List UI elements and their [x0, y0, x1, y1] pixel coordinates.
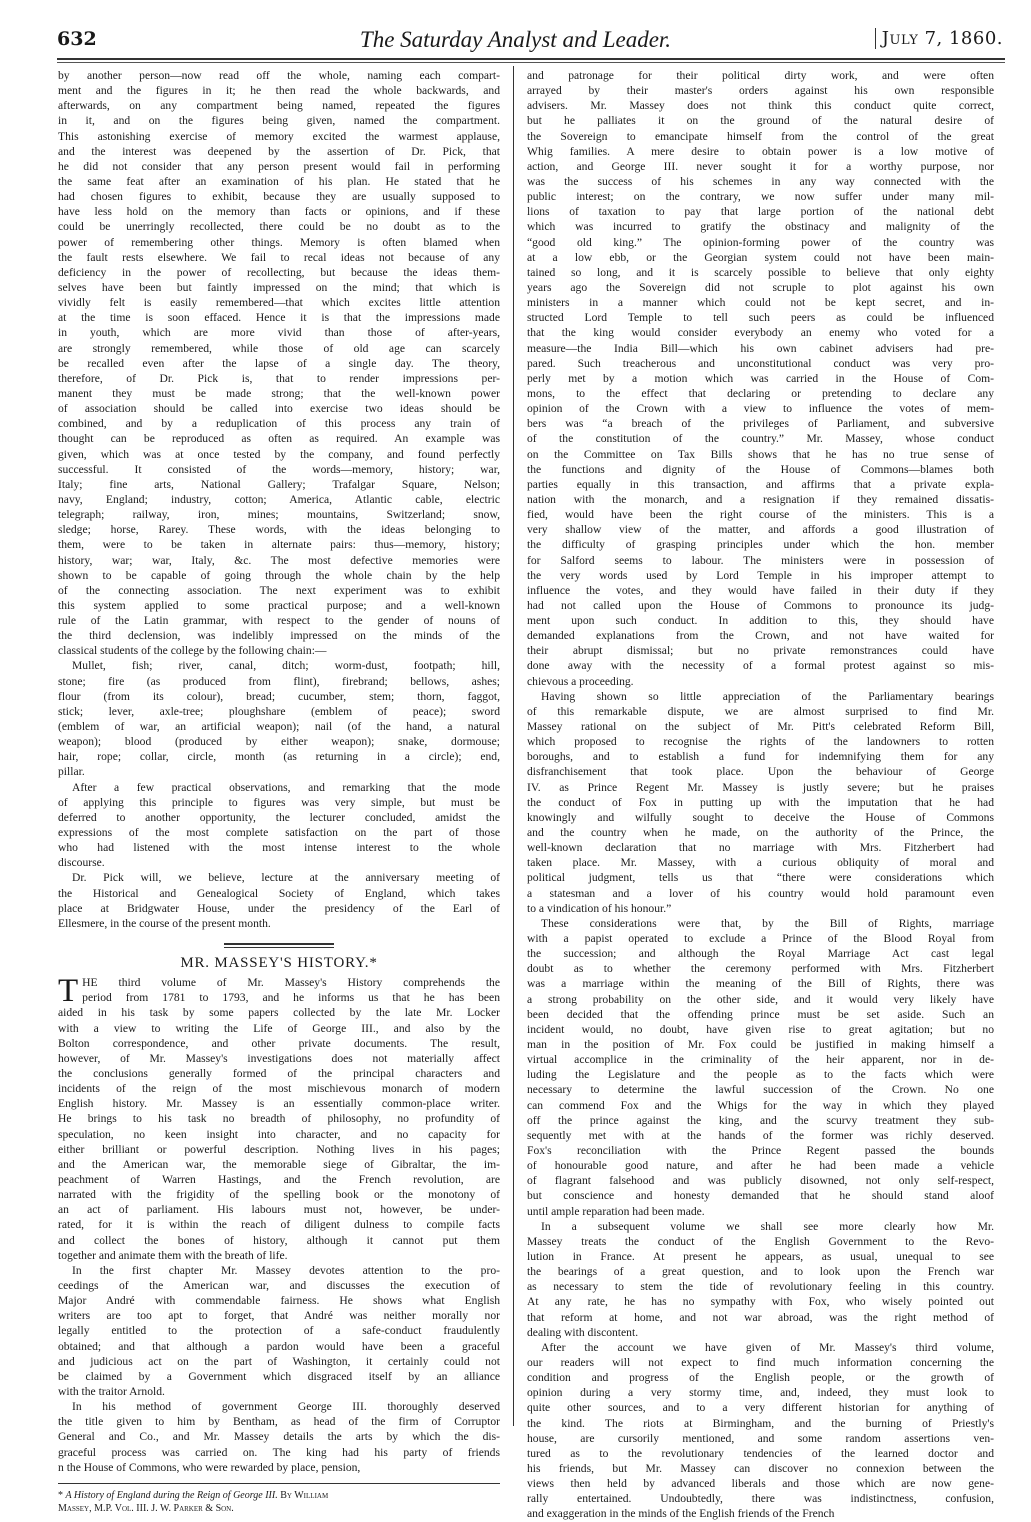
- text-line: period from 1781 to 1793, and he informs us that he has been: [82, 991, 500, 1005]
- text-line: incidents of the reign of the most mischievous monarch of modern: [58, 1082, 500, 1096]
- text-line: the bearings of a great question, and to look upon the French war: [527, 1265, 994, 1279]
- text-line: the Sovereign to emancipate himself from the control of the great: [527, 129, 994, 143]
- text-line: arrayed by their master's orders against his own responsible: [527, 84, 994, 98]
- text-line: the third declension, was indelibly impressed on the minds of the: [58, 629, 500, 643]
- text-line: been decided that the offending prince must be set aside. Such an: [527, 1007, 994, 1021]
- text-line: “good old king.” The opinion-forming power of the country was: [527, 235, 994, 249]
- text-line: stick; lever, axle-tree; ploughshare (emblem of peace); sword: [58, 704, 500, 718]
- text-line: nation with the monarch, and a resignation if they remained dissatis-: [527, 492, 994, 506]
- text-line: Massey rational on the subject of Mr. Pitt's celebrated Reform Bill,: [527, 720, 994, 734]
- text-line: them, were to be taken in alternate pairs: thus—memory, history;: [58, 538, 500, 552]
- footnote-rule: [58, 1483, 500, 1484]
- text-line: views then held by advanced liberals and those which are now gene-: [527, 1477, 994, 1491]
- text-line: ceedings of the American war, and discusses the execution of: [58, 1278, 500, 1292]
- text-line: was the success of his schemes in any way connected with the: [527, 174, 994, 188]
- text-line: had chosen figures to exhibit, because they are usually supposed to: [58, 190, 500, 204]
- text-line: sequently met with at the hands of the former was richly deserved.: [527, 1128, 994, 1142]
- text-line: lions of taxation to pay that large portion of the national debt: [527, 205, 994, 219]
- text-line: can commend Fox and the Whigs for the way in which they played: [527, 1098, 994, 1112]
- header-rule: [57, 58, 1005, 63]
- paragraph: [58, 68, 500, 658]
- left-column: [58, 68, 500, 1515]
- text-line: the kind. The riots at Birmingham, and the burning of Priestly's: [527, 1416, 994, 1430]
- text-line: and exaggeration in the minds of the English friends of the French: [527, 1507, 835, 1521]
- text-line: but he palliates it on the ground of the natural desire of: [527, 114, 994, 128]
- text-line: a strong probability on the other side, and it would very likely have: [527, 992, 994, 1006]
- text-line: speculation, no keen insight into character, and no capacity for: [58, 1127, 500, 1141]
- text-line: as necessary to stem the tide of revolutionary feeling in this country.: [527, 1280, 994, 1294]
- text-line: tained so long, and it is scarcely possible to believe that only eighty: [527, 265, 994, 279]
- text-line: In a subsequent volume we shall see more clearly how Mr.: [541, 1219, 994, 1233]
- text-line: of applying this principle to figures was very simple, but must be: [58, 795, 500, 809]
- text-line: graceful process was carried on. The king had his party of friends: [58, 1445, 500, 1459]
- text-line: writers are too apt to forget, that André was neither morally nor: [58, 1309, 500, 1323]
- text-line: disfranchisement that took place. Upon the behaviour of George: [527, 765, 994, 779]
- text-line: HE third volume of Mr. Massey's History comprehends the: [82, 976, 500, 990]
- text-line: off the prince against the king, and the scurvy treatment they sub-: [527, 1113, 994, 1127]
- text-line: incident would, no doubt, have given rise to great agitation; but no: [527, 1022, 994, 1036]
- text-line: Mullet, fish; river, canal, ditch; worm-dust, footpath; hill,: [72, 659, 500, 673]
- text-line: chievous a proceeding.: [527, 674, 634, 688]
- text-line: bers was “a breach of the privileges of Parliament, and subversive: [527, 417, 994, 431]
- text-line: their abrupt dismissal; but no private remonstrances could have: [527, 644, 994, 658]
- text-line: doubt as to whether the ceremony performed with Mrs. Fitzherbert: [527, 962, 994, 976]
- text-line: influence the votes, and they would have failed in their duty if they: [527, 583, 994, 597]
- text-line: sledge; horse, Rarey. These words, with the ideas belonging to: [58, 523, 500, 537]
- text-line: on the Committee on Tax Bills shows that he has no true sense of: [527, 447, 994, 461]
- text-line: demanded explanations from the Crown, and not have waited for: [527, 629, 994, 643]
- text-line: Ellesmere, in the course of the present month.: [58, 916, 271, 930]
- text-line: At any rate, he has no sympathy with Fox, who wisely pointed out: [527, 1295, 994, 1309]
- text-line: ment upon such conduct. In addition to this, they should have: [527, 614, 994, 628]
- text-line: combined, and by a reduplication of this process any train of: [58, 417, 500, 431]
- text-line: at a low ebb, or the Georgian system could not have been main-: [527, 250, 994, 264]
- text-line: (emblem of war, an artificial weapon); nail (of the hand, a natural: [58, 720, 500, 734]
- text-line: Major André with commendable fairness. He shows what English: [58, 1294, 500, 1308]
- text-line: After the account we have given of Mr. Massey's third volume,: [541, 1340, 994, 1354]
- text-line: and the American war, the memorable siege of Gibraltar, the im-: [58, 1157, 500, 1171]
- text-line: who had listened with the most intense interest to the whole: [58, 841, 500, 855]
- text-line: successful. It consisted of the words—memory, history; war,: [58, 462, 500, 476]
- text-line: but conscience and honesty demanded that he should stand aloof: [527, 1189, 994, 1203]
- text-line: knowingly and wilfully sought to deceive the House of Commons: [527, 810, 994, 824]
- text-line: Massey treats the conduct of the English Government to the Revo-: [527, 1234, 994, 1248]
- paragraph: [58, 780, 500, 871]
- footnote-marker: *: [58, 1489, 66, 1501]
- text-line: These considerations were that, by the Bill of Rights, marriage: [541, 916, 994, 930]
- text-line: the Historical and Genealogical Society of England, which takes: [58, 886, 500, 900]
- text-line: manent they must be made strong; that the well-known power: [58, 386, 500, 400]
- article-separator: [224, 943, 334, 948]
- continued-article: [58, 68, 500, 931]
- text-line: ministers in a manner which could not be kept secret, and in-: [527, 296, 994, 310]
- issue-date: July 7, 1860.: [875, 28, 1003, 49]
- text-line: years ago the Sovereign did not scruple to plot against his own: [527, 280, 994, 294]
- text-line: Fox's reconciliation with the Prince Regent passed the bounds: [527, 1143, 994, 1157]
- text-line: In the first chapter Mr. Massey devotes attention to the pro-: [72, 1263, 500, 1277]
- text-line: IV. as Prince Regent Mr. Massey is justly severe; but he praises: [527, 780, 994, 794]
- text-line: the succession; and although the Royal Marriage Act cast legal: [527, 947, 994, 961]
- text-line: This astonishing exercise of memory excited the warmest applause,: [58, 129, 500, 143]
- text-line: therefore, of Dr. Pick is, that to render impressions per-: [58, 371, 500, 385]
- text-line: fied, would have been the right course of the ministers. This is a: [527, 508, 994, 522]
- footnote-book-title: A History of England during the Reign of George III.: [65, 1489, 278, 1501]
- text-line: at the time is soon effaced. Hence it is that the impressions made: [58, 311, 500, 325]
- text-line: done away with the necessity of a formal protest against so mis-: [527, 659, 994, 673]
- text-line: weapon); blood (produced by either weapon); snake, dormouse;: [58, 735, 500, 749]
- footnote: [58, 1489, 500, 1515]
- text-line: shown to be capable of going through the whole chain by the help: [58, 568, 500, 582]
- text-line: which proposed to recognise the rights of the landowners to rotten: [527, 735, 994, 749]
- text-line: of the connecting association. The next experiment was to exhibit: [58, 583, 500, 597]
- text-line: telegraph; railway, iron, mines; mountains, Switzerland; snow,: [58, 508, 500, 522]
- text-line: deficiency in the power of recollecting, but because the ideas them-: [58, 265, 500, 279]
- text-line: very shallow view of the matter, and affords a good illustration of: [527, 523, 994, 537]
- text-line: obtained; and that although a pardon would have been a graceful: [58, 1339, 500, 1353]
- text-line: was a marriage within the meaning of the Bill of Rights, there was: [527, 977, 994, 991]
- text-line: English history. Mr. Massey is an essentially common-place writer.: [58, 1097, 500, 1111]
- text-line: history, war; war, Italy, &c. The most defective memories were: [58, 553, 500, 567]
- text-line: General and Co., and Mr. Massey details the arts by which the dis-: [58, 1430, 500, 1444]
- text-line: and collect the bones of history, although it cannot put them: [58, 1233, 500, 1247]
- text-line: the title given to him by Bentham, as head of the firm of Corruptor: [58, 1415, 500, 1429]
- text-line: dealing with discontent.: [527, 1325, 639, 1339]
- text-line: discourse.: [58, 856, 105, 870]
- text-line: classical students of the college by the following chain:—: [58, 644, 327, 658]
- text-line: rally entertained. Undoubtedly, there was indistinctness, confusion,: [527, 1492, 994, 1506]
- footnote-publisher: Massey, M.P. Vol. III. J. W. Parker & Son.: [58, 1502, 234, 1514]
- text-line: Italy; fine arts, National Gallery; Trafalgar Square, Nelson;: [58, 477, 500, 491]
- text-line: of the constitution of the country.” Mr. Massey, whose conduct: [527, 432, 994, 446]
- drop-cap: T: [58, 973, 79, 1010]
- text-line: political judgment, tells us that “there were considerations which: [527, 871, 994, 885]
- paragraph: [527, 68, 994, 689]
- text-line: our readers will not expect to find much information concerning the: [527, 1355, 994, 1369]
- text-line: however, of Mr. Massey's investigations does not materially affect: [58, 1051, 500, 1065]
- text-line: an act of parliament. His labours must not, however, be under-: [58, 1203, 500, 1217]
- text-line: the same feat after an examination of his plan. He stated that he: [58, 174, 500, 188]
- text-line: necessary to determine the lawful succession of the Crown. No one: [527, 1083, 994, 1097]
- text-line: Bolton correspondence, and other private documents. The result,: [58, 1036, 500, 1050]
- text-line: opinion during a very stormy time, and, indeed, they must look to: [527, 1386, 994, 1400]
- text-line: narrated with the frigidity of the spelling book or the monotony of: [58, 1188, 500, 1202]
- text-line: place at Bridgwater House, under the presidency of the Earl of: [58, 901, 500, 915]
- text-line: After a few practical observations, and remarking that the mode: [72, 780, 500, 794]
- footnote-author: By William: [277, 1489, 329, 1501]
- text-line: well-known declaration that no marriage with Mrs. Fitzherbert had: [527, 841, 994, 855]
- text-line: power of remembering other things. Memory is often blamed when: [58, 235, 500, 249]
- text-line: of flagrant falsehood and was publicly disowned, not only self-respect,: [527, 1174, 994, 1188]
- text-line: In his method of government George III. thoroughly deserved: [72, 1400, 500, 1414]
- text-line: of this remarkable dispute, we are almost surprised to find Mr.: [527, 704, 994, 718]
- publication-title: The Saturday Analyst and Leader.: [359, 27, 672, 52]
- text-line: luding the Legislature and the people as to the facts which were: [527, 1068, 994, 1082]
- text-line: Dr. Pick will, we believe, lecture at the anniversary meeting of: [72, 871, 500, 885]
- text-line: this system applied to some practical purpose; and a well-known: [58, 598, 500, 612]
- text-line: either brilliant or powerful description. Nothing lives in his pages;: [58, 1142, 500, 1156]
- text-line: virtual accomplice in the criminality of the heir apparent, nor in de-: [527, 1053, 994, 1067]
- text-line: he did not consider that any person present would fail in performing: [58, 159, 500, 173]
- paragraph: [527, 689, 994, 916]
- text-line: opinion of the Crown with a view to influence the votes of mem-: [527, 402, 994, 416]
- text-line: could be unerringly recollected, there could be no doubt as to the: [58, 220, 500, 234]
- text-line: afterwards, on any compartment being named, repeated the figures: [58, 99, 500, 113]
- text-line: flour (from its colour), bread; cucumber, stem; thorn, faggot,: [58, 689, 500, 703]
- text-line: and patronage for their political dirty work, and were often: [527, 69, 994, 82]
- text-line: with the traitor Arnold.: [58, 1384, 165, 1398]
- text-line: of association should be called into exercise two ideas should be: [58, 402, 500, 416]
- text-line: lution in France. At present he appears, as usual, unequal to see: [527, 1249, 994, 1263]
- paragraph: [58, 1263, 500, 1399]
- text-line: Whig families. A mere desire to obtain power is a low motive of: [527, 144, 994, 158]
- text-line: with a papist operated to exclude a Prince of the Blood Royal from: [527, 932, 994, 946]
- text-line: to a vindication of his honour.”: [527, 901, 672, 915]
- text-line: house, are cursorily mentioned, and some random assertions ven-: [527, 1431, 994, 1445]
- text-line: legally entitled to the protection of a safe-conduct fraudulently: [58, 1324, 500, 1338]
- text-line: ment and the figures in it; he then read the whole backwards, and: [58, 84, 500, 98]
- text-line: rated, for it is within the reach of diligent dulness to compile facts: [58, 1218, 500, 1232]
- text-line: Having shown so little appreciation of the Parliamentary bearings: [541, 689, 994, 703]
- text-line: action, and George III. never sought it for a worthy purpose, nor: [527, 159, 994, 173]
- text-line: n the House of Commons, who were rewarded by place, pension,: [58, 1460, 361, 1474]
- text-line: had not called upon the House of Commons to pronounce its judg-: [527, 598, 994, 612]
- text-line: the very words used by Lord Temple in his improper attempt to: [527, 568, 994, 582]
- text-line: given, which was at once tested by the company, and found perfectly: [58, 447, 500, 461]
- paragraph: [527, 916, 994, 1219]
- text-line: parties equally in this transaction, and affirms that a private expla-: [527, 477, 994, 491]
- text-line: quite other sources, and to a very different historian for anything of: [527, 1401, 994, 1415]
- text-line: selves have been but faintly impressed on the mind; that which is: [58, 280, 500, 294]
- text-line: and judicious act on the part of Washington, it certainly could not: [58, 1354, 500, 1368]
- text-line: the functions and dignity of the House of Commons—blames both: [527, 462, 994, 476]
- text-line: together and animate them with the breath of life.: [58, 1248, 288, 1262]
- text-line: man in the position of Mr. Fox could be justified in making himself a: [527, 1038, 994, 1051]
- paragraph: [58, 1399, 500, 1475]
- column-divider: [513, 66, 514, 1426]
- text-line: He brings to his task no breadth of philosophy, no profundity of: [58, 1112, 500, 1126]
- text-line: advisers. Mr. Massey does not think this conduct quite correct,: [527, 99, 994, 113]
- text-line: with a view to writing the Life of George III., and also by the: [58, 1021, 500, 1035]
- text-line: navy, England; industry, cotton; America, Atlantic cable, electric: [58, 492, 500, 506]
- text-line: that the king would consider everybody an enemy who voted for a: [527, 326, 994, 340]
- text-line: are strongly remembered, while those of old age can scarcely: [58, 341, 500, 355]
- text-line: in it, and on the figures being given, named the compartment.: [58, 114, 500, 128]
- text-line: in youth, which are more vivid than those of after-years,: [58, 326, 500, 340]
- text-line: boroughs, and to establish a fund for indemnifying them for any: [527, 750, 994, 764]
- text-line: the conduct of Fox in putting up with the imputation that he had: [527, 795, 994, 809]
- text-line: by another person—now read off the whole, naming each compart-: [58, 69, 500, 82]
- text-line: taken place. Mr. Massey, with a curious obliquity of moral and: [527, 856, 994, 870]
- text-line: mons, to the effect that declaring or pretending to declare any: [527, 386, 994, 400]
- article-heading: MR. MASSEY'S HISTORY.*: [180, 955, 378, 972]
- masthead: [0, 0, 1031, 62]
- text-line: rule of the Latin grammar, with respect to the gender of nouns of: [58, 614, 500, 628]
- text-line: public interest; on the contrary, we now suffer under many mil-: [527, 190, 994, 204]
- article-body: [58, 975, 500, 1475]
- text-line: for Salford seems to labour. The ministers were in possession of: [527, 553, 994, 567]
- text-line: a statesman and a lover of his country would hold paramount even: [527, 886, 994, 900]
- text-line: that reform at home, and not war abroad, was the right method of: [527, 1310, 994, 1324]
- text-line: aided in his task by some papers collected by the late Mr. Locker: [58, 1006, 500, 1020]
- text-line: of honourable good nature, and after he had been made a vehicle: [527, 1159, 994, 1173]
- paragraph: [58, 975, 500, 1263]
- text-line: vividly felt is easily remembered—that which excites little attention: [58, 296, 500, 310]
- text-line: condition and progress of the English people, or the growth of: [527, 1371, 994, 1385]
- text-line: be recalled even after the lapse of a single day. The theory,: [58, 356, 500, 370]
- paragraph: [58, 870, 500, 931]
- text-line: structed Lord Temple to tell such peers as could be influenced: [527, 311, 994, 325]
- paragraph: [527, 1340, 994, 1522]
- paragraph: [527, 1219, 994, 1340]
- text-line: his friends, but Mr. Massey can discover no connexion between the: [527, 1461, 994, 1475]
- text-line: have less hold on the memory than facts or opinions, and if these: [58, 205, 500, 219]
- page-number: 632: [57, 28, 97, 50]
- text-line: peachment of Warren Hastings, and the French revolution, are: [58, 1173, 500, 1186]
- text-line: stone; fire (as produced from flint), firebrand; bellows, ashes;: [58, 674, 500, 688]
- text-line: thought can be reproduced as often as required. An example was: [58, 432, 500, 446]
- text-line: expressions of the most complete satisfaction on the part of those: [58, 826, 500, 840]
- text-line: the fault rests elsewhere. We fail to recal ideas not because of any: [58, 250, 500, 264]
- text-line: tured as to the revolutionary tendencies of the learned doctor and: [527, 1446, 994, 1460]
- text-line: hair, rope; collar, circle, month (as returning in a circle); end,: [58, 750, 500, 764]
- text-line: pared. Such treacherous and unconstitutional conduct was very pro-: [527, 356, 994, 370]
- text-line: pillar.: [58, 765, 85, 779]
- text-line: until ample reparation had been made.: [527, 1204, 705, 1218]
- text-line: which was incurred to gratify the obstinacy and malignity of the: [527, 220, 994, 234]
- text-line: the difficulty of grasping principles under which the hon. member: [527, 538, 994, 552]
- right-column: [527, 68, 994, 1522]
- text-line: the conclusions generally formed of the principal characters and: [58, 1067, 500, 1081]
- text-line: and the country when he made, on the authority of the Prince, the: [527, 826, 994, 840]
- text-line: measure—the India Bill—which his own cabinet advisers had pre-: [527, 341, 994, 355]
- text-line: and the interest was deepened by the assertion of Dr. Pick, that: [58, 144, 500, 158]
- text-line: be claimed by a Government which disgraced itself by an alliance: [58, 1369, 500, 1383]
- paragraph: [58, 658, 500, 779]
- text-line: perly met by a motion which was carried in the House of Com-: [527, 371, 994, 385]
- text-line: deferred to another opportunity, the lecturer concluded, amidst the: [58, 810, 500, 824]
